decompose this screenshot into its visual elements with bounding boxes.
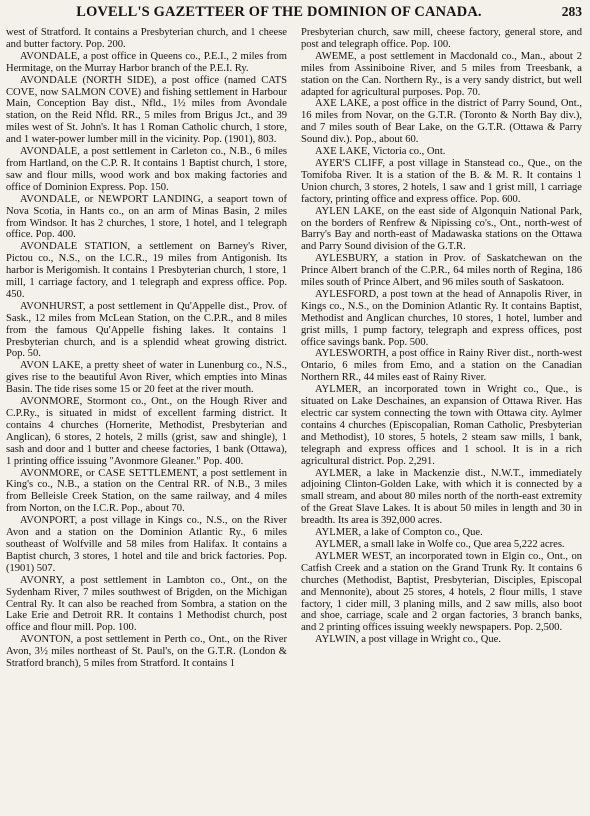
gazetteer-entry: AYLEN LAKE, on the east side of Algonquin National Park, on the borders of Renfrew & Nipissing co's., Ont., north-west of Barry's Bay and north-east of Madawaska stations on the Ottawa and Parry Sound division of the G.T.R.	[301, 205, 582, 253]
gazetteer-entry: AVONDALE (NORTH SIDE), a post office (named CATS COVE, now SALMON COVE) and fishing settlement in Harbour Main, Conception Bay dist., Nfld., 1½ miles from Avondale station, on the Reid Nfld. RR., 5 miles from Brigus Jct., and 39 miles west of St. John's. It has 1 Roman Catholic church, 1 store, and 1 water-power lumber mill in the vicinity. Pop. (1901), 803.	[6, 74, 287, 146]
gazetteer-entry: AXE LAKE, Victoria co., Ont.	[315, 146, 446, 158]
gazetteer-entry: AVON LAKE, a pretty sheet of water in Lunenburg co., N.S., gives rise to the beautiful Avon River, which empties into Minas Basin. The tide rises some 15 or 20 feet at the river mouth.	[6, 360, 287, 396]
gazetteer-entry: AYLESFORD, a post town at the head of Annapolis River, in Kings co., N.S., on the Dominion Atlantic Ry. It contains Baptist, Methodist and Anglican churches, 10 stores, 1 hotel, lumber and grist mills, 1 pump factory, telegraph and express offices, post office savings bank. Pop. 500.	[301, 288, 582, 348]
gazetteer-entry: AVONRY, a post settlement in Lambton co., Ont., on the Sydenham River, 7 miles southwest of Brigden, on the Michigan Central Ry. It can also be reached from Sombra, a station on the Lake Erie and Detroit RR. It contains 1 Methodist church, post office and flour mill. Pop. 100.	[6, 574, 287, 634]
gazetteer-entry: AVONDALE, a post settlement in Carleton co., N.B., 6 miles from Hartland, on the C.P. R. It contains 1 Baptist church, 1 store, saw and flour mills, wood work and box making factories and office of Dominion Express. Pop. 150.	[6, 146, 287, 193]
gazetteer-entry: AVONDALE, or NEWPORT LANDING, a seaport town of Nova Scotia, in Hants co., on an arm of Minas Basin, 2 miles from Windsor. It has 2 churches, 1 store, 1 hotel, and 1 telegraph office. Pop. 400.	[6, 193, 287, 241]
gazetteer-entry: AYLMER WEST, an incorporated town in Elgin co., Ont., on Catfish Creek and a station on the Grand Trunk Ry. It contains 6 churches (Methodist, Baptist, Presbyterian, Disciples, Episcopal and Mennonite), about 25 stores, 4 hotels, 2 flour mills, 1 stave factory, 1 cider mill, 3 planing mills, and 2 saw mills, also boot and shoe, carriage, scale and 2 organ factories, 3 branch banks, and 2 printing offices issuing weekly newspapers. Pop. 2,500.	[301, 550, 582, 634]
page-number: 283	[561, 4, 582, 19]
gazetteer-entry: AVONPORT, a post village in Kings co., N.S., on the River Avon and a station on the Dominion Atlantic Ry., 6 miles southeast of Wolfville and 58 miles from Halifax. It contains a Baptist church, 3 stores, 1 hotel and tile and brick factories. Pop. (1901) 507.	[6, 515, 287, 574]
right-column	[301, 27, 582, 670]
page-header	[6, 4, 582, 24]
gazetteer-entry: AYLMER, an incorporated town in Wright co., Que., is situated on Lake Deschaines, an expansion of Ottawa River. Has electric car system connecting the town with Ottawa city. Aylmer contains 4 churches (Episcopalian, Roman Catholic, Presbyterian and Methodist), 10 stores, 5 hotels, 2 steam saw mills, 1 bank, telegraph and express offices and 1 school. It is in a rich agricultural district. Pop. 2,291.	[301, 384, 582, 467]
continued-entry: west of Stratford. It contains a Presbyterian church, and 1 cheese and butter factory. Pop. 200.	[6, 27, 287, 50]
gazetteer-entry: AYLESBURY, a station in Prov. of Saskatchewan on the Prince Albert branch of the C.P.R., 64 miles north of Regina, 186 miles south of Prince Albert, and 96 miles south of Saskatoon.	[301, 253, 582, 289]
gazetteer-entry: AVONHURST, a post settlement in Qu'Appelle dist., Prov. of Sask., 12 miles from McLean Station, on the C.P.R., and 8 miles from the famous Qu'Appelle fishing lakes. It contains 1 Presbyterian church, and is a splendid wheat growing district. Pop. 50.	[6, 300, 287, 360]
gazetteer-entry: AYER'S CLIFF, a post village in Stanstead co., Que., on the Tomifoba River. It is a station of the B. & M. R. It contains 1 Union church, 3 stores, 2 hotels, 1 saw and 1 grist mill, 1 carriage factory, printing office and express office. Pop. 600.	[301, 157, 582, 205]
gazetteer-entry: AWEME, a post settlement in Macdonald co., Man., about 2 miles from Assiniboine River, and 5 miles from Treesbank, a station on the Can. Northern Ry., is a very sandy district, but well adapted for agricultural purposes. Pop. 70.	[301, 50, 582, 98]
text-columns	[6, 27, 582, 670]
gazetteer-entry: AVONMORE, or CASE SETTLEMENT, a post settlement in King's co., N.B., a station on the Central RR. of N.B., 3 miles from Belleisle Creek Station, on the same railway, and 4 miles from Norton, on the I.C.R. Pop., about 70.	[6, 467, 287, 515]
gazetteer-entry: AYLMER, a lake of Compton co., Que.	[315, 527, 483, 539]
gazetteer-entry: AVONTON, a post settlement in Perth co., Ont., on the River Avon, 3½ miles northeast of St. Paul's, on the G.T.R. (London & Stratford branch), 5 miles from Stratford. It contains 1	[6, 634, 287, 670]
gazetteer-entry: AYLWIN, a post village in Wright co., Que.	[315, 634, 501, 646]
gazetteer-entry: AYLMER, a lake in Mackenzie dist., N.W.T., immediately adjoining Clinton-Golden Lake, with which it is connected by a small stream, and about 80 miles north of the north-east extremity of the Great Slave Lakes. It is about 50 miles in length and 30 in breadth. Its area is 392,000 acres.	[301, 467, 582, 527]
gazetteer-entry: AVONMORE, Stormont co., Ont., on the Hough River and C.P.Ry., is situated in midst of excellent farming district. It contains 4 churches (Hornerite, Methodist, Presbyterian and Anglican), 6 stores, 2 hotels, 2 mills (grist, saw and shingle), 1 sash and door and 1 butter and cheese factories, 1 bank (Ottawa), 1 printing office issuing "Avonmore Gleaner." Pop. 400.	[6, 396, 287, 467]
gazetteer-entry: AYLMER, a small lake in Wolfe co., Que area 5,222 acres.	[315, 538, 565, 550]
gazetteer-entry: AXE LAKE, a post office in the district of Parry Sound, Ont., 16 miles from Novar, on the G.T.R. (Toronto & North Bay div.), and 7 miles south of Bear Lake, on the G.T.R. (Ottawa & Parry Sound div.). Pop., about 60.	[301, 98, 582, 146]
running-title: LOVELL'S GAZETTEER OF THE DOMINION OF CANADA.	[76, 4, 482, 20]
continued-entry: Presbyterian church, saw mill, cheese factory, general store, and post and telegraph office. Pop. 100.	[301, 27, 582, 50]
left-column	[6, 27, 287, 670]
gazetteer-entry: AVONDALE, a post office in Queens co., P.E.I., 2 miles from Hermitage, on the Murray Harbor branch of the P.E.I. Ry.	[6, 50, 287, 74]
gazetteer-entry: AYLESWORTH, a post office in Rainy River dist., north-west Ontario, 6 miles from Emo, and a station on the Canadian Northern RR., 44 miles east of Rainy River.	[301, 348, 582, 384]
gazetteer-entry: AVONDALE STATION, a settlement on Barney's River, Pictou co., N.S., on the I.C.R., 19 miles from Antigonish. Its harbor is Merigomish. It contains 1 Presbyterian church, 1 store, 1 mill, 1 carriage factory, and 1 telegraph and express office. Pop. 450.	[6, 241, 287, 300]
